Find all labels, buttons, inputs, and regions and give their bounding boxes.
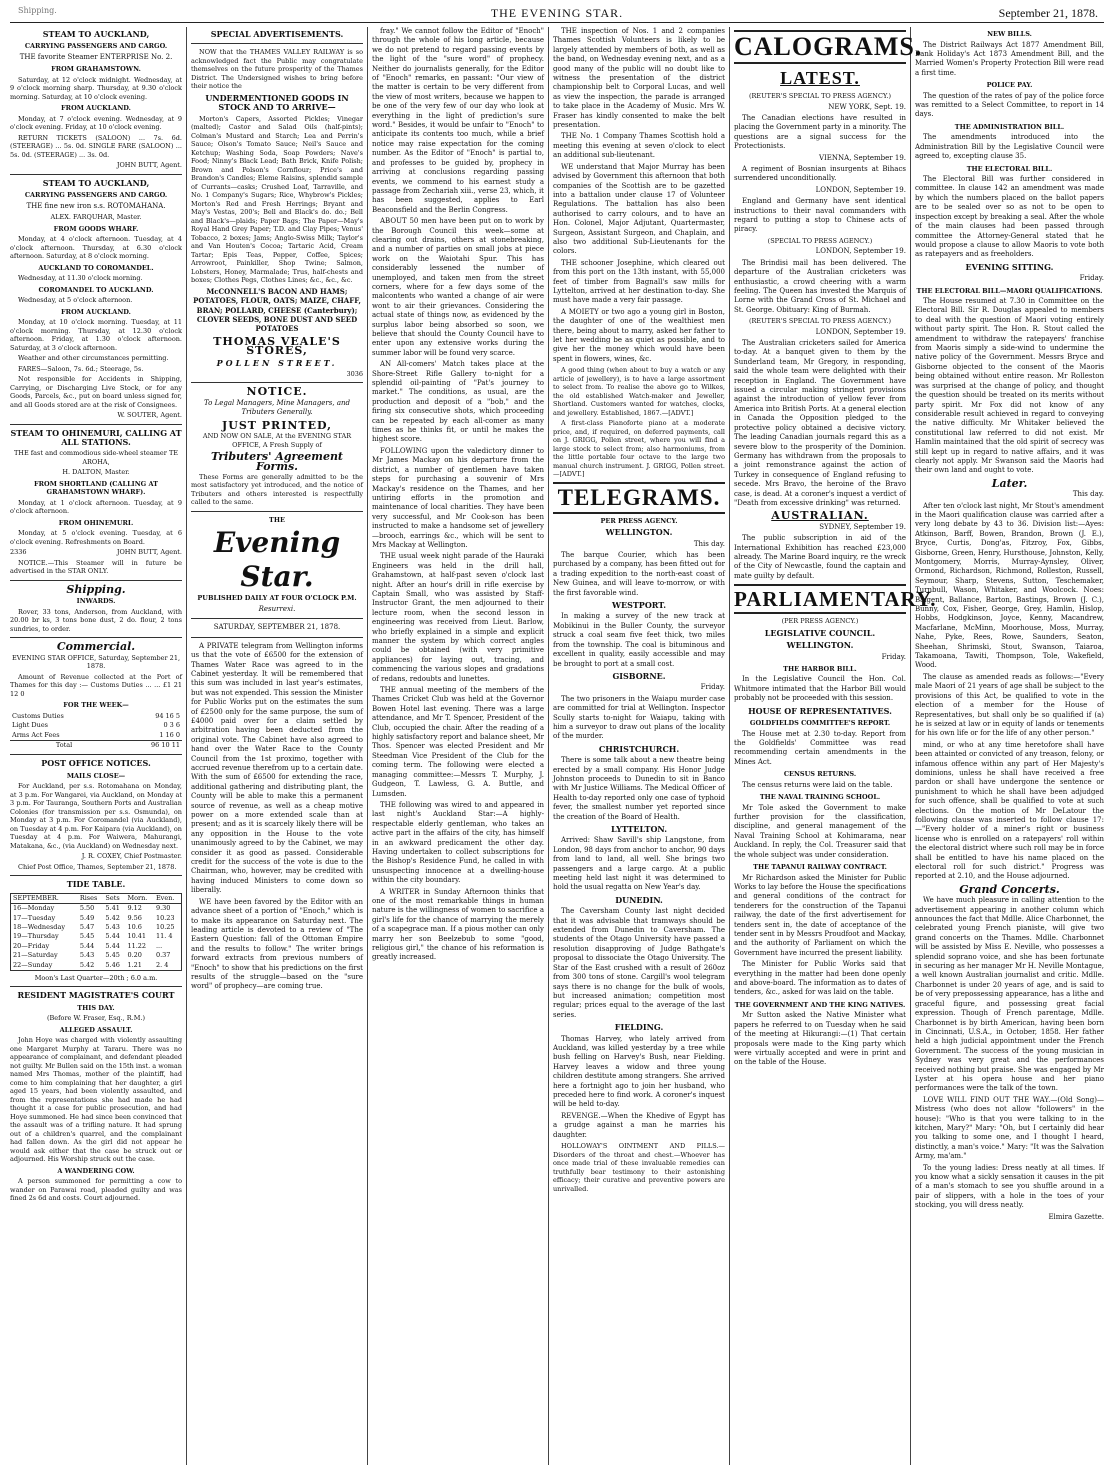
column-2 [191, 27, 363, 1467]
vienna-text: A regiment of Bosnian insurgents at Bihacs surrendered unconditionally. [734, 164, 906, 183]
column-3 [372, 27, 544, 1467]
the-label: THE [269, 515, 285, 524]
minister-text: The Minister for Public Works said that everything in the matter had been done openly and above-board. The information as to dates of tenders, &c., asked for was laid on the table. [734, 960, 906, 997]
admin-text: The amendments introduced into the Administration Bill by the Legislative Council were agreed to, excepting clause 35. [915, 133, 1104, 161]
goods-list: Morton's Capers, Assorted Pickles; Vinegar (malted); Castor and Salad Oils (half-pints); Colman's Mustard and Starch; Lea and Perrin's Sauce; Olson's Tomato Sauce; Neil's Sauce and Ketchup; Washing Soda, Soap Powders; Nave's Food; Ninny's Black Lead; Bath Brick, Knife Polish; Brown and Polson's Cornflour; Price's and Brandon's Candles; Eleme Raisins, splendid sample of Currants—casks; Crushed Loaf, Tarraville, and No. 1 Company's Sugars; Rice, Whybrow's Pickles; Morton's Red and Fresh Herrings; Bryant and May's Vestas, 200's; Bell and Black's do. do.; Bell and Black's—plaids; Paper Bags; The Paper—May's Royal Hand Grey Paper; T.D. and Clay Pipes; Venus' Tobacco, 2 boxes; Jams; Anglo-Swiss Milk; Taylor's and Van Houten's Cocoa; Tartaric Acid, Cream Tartar; Epis Teas, Pepper, Coffee, Spices; Arrowroot, Painkiller, Shop Twine; Salmon, Lobsters, Honey, Marmalade; Trus, half-chests and boxes; Clothes Pegs, Clothes Lines; &c., &c., &c. [191, 114, 363, 285]
veale-stores: THOMAS VEALE'S STORES, [213, 334, 341, 358]
issue-date: September 21, 1878. [998, 6, 1098, 20]
grand-concerts-text: We have much pleasure in calling attention to the advertisement appearing in another column which announces the fact that Mdlle. Alice Charbonnet, the celebrated young French pianiste, will give two grand concerts on the Thames. Mdlle. Charbonnet will be assisted by Miss E. Neville, who possesses a splendid soprano voice, and she has been fortunate in securing as her manager Mr H. Neville Montague, a well known Australian journalist and critic. Mdlle. Charbonnet is under 20 years of age, and is said to be of very prepossessing appearance, has a lithe and graceful figure, and possessing great facial expression. Though of French parentage, Mdlle. Charbonnet is by birth American, having been born in Cincinnati, U.S.A., in October, 1858. Her father held a high judicial appointment under the French Government. The success of the young musician in Sydney was very great and the performances received nothing but praise. She was engaged by Mr Lyster at his opera house and her piano performances were the talk of the town. [915, 896, 1104, 1093]
new-bills: NEW BILLS. [987, 30, 1032, 38]
tide-table [10, 893, 182, 971]
london3-dateline: LONDON, September 19. [815, 327, 906, 336]
advert-wilkes: A good thing (when about to buy a watch or any article of jewellery), is to have a large assortment to select from. To realise the above go to Wilkes, the old established Watch-maker and Jeweller, Shortland. Customers wanted for watches, clocks, and jewellery. Established, 1867.—[ADVT.] [553, 366, 725, 417]
from-shortland: FROM SHORTLAND (CALLING AT GRAHAMSTOWN WHARF). [34, 479, 158, 497]
wellington-text: The barque Courier, which has been purchased by a company, has been fitted out for a trading expedition to the north-east coast of New Guinea, and will leave to-morrow, or with the first favorable wind. [553, 551, 725, 597]
evening-sitting: EVENING SITTING. [965, 261, 1054, 272]
lyttelton-heading: LYTTELTON. [610, 824, 668, 834]
special-ads-heading: SPECIAL ADVERTISEMENTS. [210, 29, 344, 39]
published-line: PUBLISHED DAILY AT FOUR O'CLOCK P.M. [197, 594, 357, 603]
electoral-bill: THE ELECTORAL BILL. [966, 164, 1053, 173]
agent-1: JOHN BUTT, Agent. [116, 161, 182, 170]
schedule-4: Wednesday, at 11.30 o'clock morning. [18, 274, 143, 283]
schedule-7: Monday, at 1 o'clock afternoon. Tuesday, at 9 o'clock afternoon. [10, 498, 182, 516]
steam1-sub: CARRYING PASSENGERS AND CARGO. [24, 42, 168, 51]
london1-dateline: LONDON, September 19. [815, 185, 906, 194]
steam2-sub: CARRYING PASSENGERS AND CARGO. [24, 191, 168, 200]
westport-text: In making a survey of the new track at Mobikinui in the Buller County, the surveyor struck a coal seam five feet thick, two miles from the township. The coal is bituminous and excellent in quality, easily accessible and may be brought to port at a small cost. [553, 612, 725, 668]
article-4-1: THE inspection of Nos. 1 and 2 companies Thames Scottish Volunteers is likely to be largely attended by members of both, as well as the band, on Wednesday evening next, and as a good many of the public will no doubt like to witness the presentation of the district championship belt to Corporal Lucas, and well as view the inspection, the parade is arranged to take place in the Academy of Music. Mrs W. Fraser has kindly consented to make the belt presentation. [553, 27, 725, 130]
parliament-day: Friday. [881, 652, 906, 661]
ad1-heading: UNDERMENTIONED GOODS IN STOCK AND TO ARRIVE— [205, 92, 349, 113]
westport-heading: WESTPORT. [611, 600, 666, 611]
ad-number: 2336 [10, 548, 27, 557]
clause-text: The clause as amended reads as follows:—"Every male Maori of 21 years of age shall be subject to the provisions of this Act, be qualified to vote in the election of a member for the House of Representatives, but shall only be so qualified if (a) he is seized at law or in equity of lands or tenements for his own life or for the life of any other person." [915, 672, 1104, 738]
article-3-2: ABOUT 50 men have been put on to work by the Borough Council this week—some at clearing out drains, others at stonebreaking, and a number of parties on small jobs at piece work on the Waiotahi Spur. This has considerably lessened the number of unemployed, and taken men from the street corners, where for a few days some of the malcontents who wanted a change of air were wont to air their grievances. Considering the actual state of things now, as evidenced by the surplus labor being absorbed so soon, we believe that should the County Council have to enter upon any extensive works during the summer labor will be found very scarce. [372, 217, 544, 357]
from-auckland-2: FROM AUCKLAND. [61, 307, 131, 316]
table-row: Total 96 10 11 [10, 740, 182, 750]
column-rule [186, 27, 187, 1465]
table-row: Arms Act Fees 1 16 0 [12, 730, 180, 739]
notice-sub: To Legal Managers, Mine Managers, and Tributers Generally. [204, 398, 350, 417]
article-3-3: AN All-comers' Match takes place at the Shore-Street Rifle Gallery to-night for a splendid oil-painting of "Pat's journey to market." The conditions, as usual, are the production and deposit of a "bob," and the firing six consecutive shots, which proceeding can be repeated by each all-comer as many times as he thinks fit, or until he makes the highest score. [372, 360, 544, 444]
auckland-coromandel: AUCKLAND TO COROMANDEL. [38, 263, 154, 272]
article-4-2: THE No. 1 Company Thames Scottish hold a meeting this evening at seven o'clock to elect an additional sub-lieutenant. [553, 132, 725, 160]
table-row: Light Dues 0 3 6 [12, 721, 180, 730]
table-row: 16—Monday 5.50 5.41 9.12 9.30 [13, 904, 171, 913]
later-heading: Later. [991, 476, 1028, 490]
shipping-heading: Shipping. [66, 582, 126, 596]
australian-heading: AUSTRALIAN. [771, 509, 869, 523]
calograms-heading: CALOGRAMS. [734, 30, 906, 64]
revenge-text: REVENGE.—When the Khedive of Egypt has a grudge against a man he marries his daughter. [553, 1111, 725, 1139]
administration-bill: THE ADMINISTRATION BILL. [954, 122, 1065, 131]
commercial-text: Amount of Revenue collected at the Port of Thames for this day :— Customs Duties ... ... £1 21 12 0 [10, 672, 182, 698]
natives-text: Mr Sutton asked the Native Minister what papers he referred to on Tuesday when he said of the meeting at Hikurangi:—(1) That certain proposals were made to the King party which were virtually accepted and were in print and on the table of the House. [734, 1011, 906, 1067]
king-natives: THE GOVERNMENT AND THE KING NATIVES. [734, 1000, 906, 1009]
liability-note: Not responsible for Accidents in Shipping, Carrying, or Discharging Live Stock, or for any Goods, Parcels, &c., put on board unless signed for, and all Goods stored are at the risk of Consignees. [10, 375, 182, 409]
ad-number-2: 3036 [346, 369, 363, 378]
reuter-special-2: (REUTER'S SPECIAL TO PRESS AGENCY.) [748, 317, 892, 326]
ad1-intro: NOW that the THAMES VALLEY RAILWAY is so acknowledged fact the Public may congratulate themselves on the future prosperity of the Thames District. The Undersigned wishes to bring before their notice the [191, 48, 363, 91]
mails-text: For Auckland, per s.s. Rotomahana on Monday, at 3 p.m. For Wangarei, via Auckland, on Monday at 3 p.m. For Tauranga, Southern Ports and Australian Colonies (for transmission per s.s. Osmunda), on Monday at 3 p.m. For Coromandel (via Auckland), on Tuesday at 4 p.m. For Kaipara (via Auckland), on Tuesday at 4 p.m. For Waiwera, Mahurangi, Matakana, &c., (via Auckland) on Wednesday next. [10, 782, 182, 850]
editorial-2: WE have been favored by the Editor with an advance sheet of a portion of "Enoch," which is to make its appearance on Saturday next. The leading article is devoted to a review of "The Eastern Question: fall of the Ottoman Empire and the results to follow." The writer brings forward extracts from previous numbers of "Enoch" to show that his predictions on the first results of the struggle—based on the "sure word" of prophecy—are coming true. [191, 897, 363, 991]
from-ohinemuri: FROM OHINEMURI. [58, 518, 134, 527]
schedule-6: Monday, at 10 o'clock morning. Tuesday, at 11 o'clock morning. Thursday, at 12.30 o'clock afternoon. Friday, at 1.30 o'clock afternoon. Saturday, at 3 o'clock afternoon. [10, 318, 182, 352]
christchurch-text: There is some talk about a new theatre being erected by a small company. His Honor Judge Johnston proceeds to Dunedin to sit in Banco with Mr Justice Williams. The Medical Officer of Health to-day reported only one case of typhoid fever, the smallest number yet reported since the creation of the Board of Health. [553, 756, 725, 821]
table-row: 19—Thursday 5.45 5.44 10.41 11. 4 [13, 932, 173, 941]
telegrams-heading: TELEGRAMS. [553, 482, 725, 514]
harbor-bill: THE HARBOR BILL. [783, 664, 857, 673]
table-row: 21—Saturday 5.43 5.45 0.20 0.37 [13, 951, 171, 960]
wandering-cow: A WANDERING COW. [57, 1166, 135, 1175]
schedule-2: Monday, at 7 o'clock evening. Wednesday, at 9 o'clock evening. Friday, at 10 o'clock evening. [10, 114, 182, 132]
editorial-date: SATURDAY, SEPTEMBER 21, 1878. [213, 623, 341, 632]
steam2-title: STEAM TO AUCKLAND, [42, 177, 150, 188]
commercial-office: EVENING STAR OFFICE, Saturday, September 21, 1878. [11, 653, 181, 671]
column-rule [367, 27, 368, 1465]
master2: ALEX. FARQUHAR, Master. [50, 213, 142, 222]
just-printed: JUST PRINTED, [222, 418, 332, 432]
fashion-text: To the young ladies: Dress neatly at all times. If you know what a sickly sensation it causes in the pit of a man's stomach to see you shuffle around in a pair of slippers, with a hole in the toes of your stocking, you will dress neatly. [915, 1163, 1104, 1210]
christchurch-heading: CHRISTCHURCH. [598, 743, 680, 754]
article-3-4: FOLLOWING upon the valedictory dinner to Mr James Mackay on his departure from the district, a number of gentlemen have taken steps for purchasing a souvenir of Mrs Mackay's residence on the Thames, and her untiring efforts in the promotion and maintenance of local charities. They have been very successful, and Mr Cook-son has been instructed to make a handsome set of jewellery—brooch, earrings &c., which will be sent to Mrs Mackay at Wellington. [372, 446, 544, 549]
column-1 [10, 27, 182, 1467]
commercial-heading: Commercial. [56, 640, 136, 654]
inwards-heading: INWARDS. [76, 597, 116, 606]
steam1-title: STEAM TO AUCKLAND, [42, 29, 150, 39]
from-grahamstown: FROM GRAHAMSTOWN. [51, 65, 141, 74]
column-5 [734, 27, 937, 1467]
schedule-8: Monday, at 5 o'clock evening. Tuesday, at 6 o'clock evening. Refreshments on Board. [10, 529, 182, 546]
wellington-heading: WELLINGTON. [605, 527, 673, 538]
table-row: 20—Friday 5.44 5.44 11.22 ... [13, 941, 163, 950]
tapanui-text: Mr Richardson asked the Minister for Public Works to lay before the House the specifications and general conditions of the contract for tenderers for the construction of the Tapanui railway, the date of the first advertisement for tenders sent in, the date of acceptance of the tender sent in by Messrs Proudfoot and Mackay, and the authority of Parliament on which the Government have incurred the present liability. [734, 873, 906, 957]
alleged-assault: ALLEGED ASSAULT. [59, 1025, 133, 1034]
article-4-5: A MOIETY or two ago a young girl in Boston, the daughter of one of the wealthiest men there, being about to marry, asked her father to let her wedding be as quiet as possible, and to give her the money which would have been spent in flowers, wines, &c. [553, 307, 725, 363]
this-day: THIS DAY. [77, 1003, 115, 1012]
latest-heading: LATEST. [780, 68, 860, 88]
sitting-text: The House resumed at 7.30 in Committee on the Electoral Bill. Sir R. Douglas appealed to members to deal with the question of Maori voting entirely without party spirit. The Hon. R. Stout called the amendment to withdraw the ratepayers' franchise from Maoris simply a side-wind to undermine the native policy of the Government. Messrs Bryce and Gisborne objected to the consent of the Maoris being obtained without entire reason. Mr Rolleston was surprised at the change of policy, and thought the question should be treated on its merits without party spirit. Mr Fox did not know of any considerable result achieved in regard to conveying the native difficulty. Mr Whitaker believed the constitutional law referred to did not exist. Mr Hamlin maintained that the old spirit of secrecy was still kept up in regard to native affairs, and it was clearly not apply. Mr Swanson said the Maoris had their own land and ought to vote. [915, 297, 1104, 475]
grand-concerts-heading: Grand Concerts. [959, 882, 1060, 896]
article-3-1: fray." We cannot follow the Editor of "Enoch" through the whole of his long article, because we do not pretend to regard passing events by the light of the "sure word" of prophecy. Neither do journalists generally, for the Editor of "Enoch" remarks, en passant: "Our view of the matter is certain to be very different from the view of most writers, because we happen to be one of the very few of our day who look at everything in the light of prediction's sure word." Besides, it would be unfair to "Enoch" to anticipate its contents too much, while a brief notice may raise expectation for the coming number. As the Editor of "Enoch" is partial to, and professes to be guided by, prophecy in arriving at conclusions regarding passing events, we commend to his earnest study a passage from Zechariah xiii., verse 23, which, it has been suggested, applies to Earl Beaconsfield and the Berlin Congress. [372, 27, 544, 214]
motto: Resurrexi. [258, 604, 296, 613]
per-press-agency: PER PRESS AGENCY. [600, 516, 678, 525]
fares-2: FARES—Saloon, 7s. 6d.; Steerage, 5s. [18, 364, 144, 373]
table-header-row: SEPTEMBER. Rises Sets Morn. Even. [11, 893, 182, 903]
harbor-text: In the Legislative Council the Hon. Col. Whitmore intimated that the Harbor Bill would probably not be proceeded with this session. [734, 675, 906, 703]
reuter-special: (REUTER'S SPECIAL TO PRESS AGENCY.) [748, 92, 892, 100]
love-finds-way: LOVE WILL FIND OUT THE WAY.—(Old Song)—Mistress (who does not allow "followers" in the house): "Who is that you were talking to in the kitchen, Mary?" Mary: "Oh, but I certainly did hear you talking to some one, and I thought I heard, distinctly, a man's voice." Mary: "It was the Salvation Army, ma'am." [915, 1095, 1104, 1161]
wellington-day: This day. [693, 539, 725, 548]
schedule-1: Saturday, at 12 o'clock midnight. Wednesday, at 9 o'clock morning sharp. Thursday, at 9.30 o'clock morning. Saturday, at 10 o'clock evening. [10, 75, 182, 101]
coromandel-auckland: COROMANDEL TO AUCKLAND. [38, 285, 154, 294]
fares: RETURN TICKETS (SALOON) ... 7s. 6d. (STEERAGE) ... 5s. 0d. SINGLE FARE (SALOON) ... 5s. 0d. (STEERAGE) ... 3s. 0d. [10, 133, 182, 159]
police-pay: POLICE PAY. [986, 81, 1033, 90]
dunedin-heading: DUNEDIN. [615, 894, 663, 905]
article-4-3: WE understand that Major Murray has been advised by Government this afternoon that both companies of the Scottish are to be gazetted into a battalion under clause 17 of Volunteer Regulations. The battalion has also been authorised to carry colours, and to have an Hon. Colonel, Major Adjutant, Quartermaster, Surgeon, Assistant Surgeon, and Chaplain, and also two additional Sub-Lieutenants for the colors. [553, 162, 725, 256]
column-4 [553, 27, 725, 1467]
column-rule [729, 27, 730, 1465]
sydney-dateline: SYDNEY, September 19. [819, 522, 906, 531]
advert-grigg: A first-class Pianoforte piano at a moderate price, and, if required, on deferred payments, call on J. GRIGG, Pollen street, where you will find a large stock to select from; also harmoniums, from the little portable four octave to the large two manual church instrument. J. GRIGG, Pollen street.—[ADVT.] [553, 419, 725, 479]
column-6 [915, 27, 1104, 1467]
london2-text: The Brindisi mail has been delivered. The departure of the Australian cricketers was enthusiastic, a crowd cheering with a warm feeling. The Queen has invested the Marquis of Lorne with the Grand Cross of St. Michael and St. George. Obituary: King of Burmah. [734, 258, 906, 314]
parliament-agency: (PER PRESS AGENCY.) [781, 617, 859, 626]
ny-dateline: NEW YORK, Sept. 19. [828, 102, 906, 111]
mails-close: MAILS CLOSE— [66, 771, 126, 780]
maori-qualifications: THE ELECTORAL BILL—MAORI QUALIFICATIONS. [916, 286, 1103, 295]
weather-note: Weather and other circumstances permitting. [18, 354, 169, 363]
article-3-5: THE usual week night parade of the Hauraki Engineers was held in the drill hall, Grahamstown, at half-past seven o'clock last night. After an hour's drill in rifle exercise by Captain Small, who was assisted by Staff-Instructor Grant, the men adjourned to their lecture room, when the second lesson in engineering was received from Lieut. Barlow, who briefly explained in a simple and explicit manner the system by which correct angles could be obtained (with very primitive appliances) for laying out, tracing, and commencing the various slopes and gradations of redans, redoubts and lunettes. [372, 552, 544, 683]
schedule-5: Wednesday, at 5 o'clock afternoon. [18, 296, 133, 305]
paper-nameplate: Evening Star. [213, 526, 341, 594]
police-text: The question of the rates of pay of the police force was remitted to a Select Committee, to report in 14 days. [915, 91, 1104, 119]
vienna-dateline: VIENNA, September 19. [818, 153, 906, 162]
table-row: 17—Tuesday 5.49 5.42 9.56 10.23 [13, 913, 175, 922]
from-auckland: FROM AUCKLAND. [61, 104, 131, 113]
sitting-day: Friday. [1079, 274, 1104, 283]
gisborne-heading: GISBORNE. [612, 670, 666, 681]
sydney-text: The public subscription in aid of the International Exhibition has reached £23,000 already. The Marine Board inquiry, re the wreck of the City of Newcastle, found the captain and mate guilty by default. [734, 534, 906, 580]
goldfields-text: The House met at 2.30 to-day. Report from the Goldfields' Committee was read recommending certain amendments in the Mines Act. [734, 729, 906, 766]
post-office-heading: POST OFFICE NOTICES. [41, 758, 151, 769]
london2-dateline: LONDON, September 19. [815, 247, 906, 256]
holloway-advert: HOLLOWAY'S OINTMENT AND PILLS.—Disorders of the throat and chest.—Whoever has once made trial of these invaluable remedies can truthfully bear testimony to their astonishing efficacy; their curative and preventive powers are unrivalled. [553, 1142, 725, 1193]
table-row: 18—Wednesday 5.47 5.43 10.6 10.25 [13, 922, 175, 931]
steamer1: THE favorite Steamer ENTERPRISE No. 2. [19, 52, 173, 61]
ohinemuri-master: H. DALTON, Master. [62, 468, 130, 477]
lyttelton-text: Arrived: Shaw Savill's ship Langstone, from London, 98 days from anchor to anchor, 90 days from land to land, all well. She brings two passengers and a large cargo. At a public meeting held last night it was determined to hold the usual regatta on New Year's day. [553, 836, 725, 892]
dunedin-text: The Caversham County last night decided that it was advisable that tramways should be extended from Dunedin to Caversham. The students of the Otago University have passed a resolution disapproving of Judge Bathgate's proposal to dissociate the Otago University. The Star of the East crushed with a result of 260oz from 300 tons of stone. Cargill's wool telegram says there is no change for the bulk of wools, but increased animation; competition most regular; prices equal to the average of the last series. [553, 907, 725, 1019]
rm-text: John Hoye was charged with violently assaulting one Margaret Murphy at Tararu. There was no appearance of complainant, and defendant pleaded not guilty. Mr Bullen said on the 15th inst. a woman named Mrs Thomas, mother of the plaintiff, had come to him complaining that her daughter, a girl aged 15 years, had been violently assaulted, and from the representations she had made he had thought it a case for public prosecution, and had Hoye summoned. He had since been convinced that the assault was of a trifling nature. It had sprung out of a children's quarrel, and the complainant had fallen down. As the girl did not appear he would ask either that the case be struck out or adjourned. His Worship struck out the case. [10, 1036, 182, 1164]
census-returns: CENSUS RETURNS. [783, 770, 857, 779]
london1-text: England and Germany have sent identical instructions to their naval commanders with regard to putting a stop to Chinese acts of piracy. [734, 197, 906, 234]
schedule-3: Monday, at 4 o'clock afternoon. Tuesday, at 4 o'clock afternoon. Thursday, at 6.30 o'clock afternoon. Saturday, at 8 o'clock morning. [10, 235, 182, 261]
rm-court-heading: RESIDENT MAGISTRATE'S COURT [17, 990, 175, 1001]
electoral-text: The Electoral Bill was further considered in committee. In clause 142 an amendment was made by which the numbers placed on the ballot papers are to be sealed over so as not to be open to inspection except by breaking a seal. After the whole of the main clauses had been passed through committee the Attorney-General stated that he would propose a clause to allow Maoris to vote both as ratepayers and as freeholders. [915, 175, 1104, 259]
bills-text: The District Railways Act 1877 Amendment Bill, Bank Holiday's Act 1873 Amendment Bill, and the Married Women's Property Protection Bill were read a first time. [915, 40, 1104, 77]
leg-council-heading: LEGISLATIVE COUNCIL. [764, 627, 876, 638]
later-text: After ten o'clock last night, Mr Stout's amendment in the Maori qualification clause was carried after a very long debate by 43 to 36. Division list:—Ayes: Atkinson, Barff, Bowen, Brandon, Brown (J. E.), Bryce, Curtis, Dong'as, Fitzroy, Fox, Gibbs, Gisborne, Green, Henry, Hursthouse, Johnston, Kelly, Montgomery, Morris, Murray-Aynsley, Oliver, Ormond, Richardson, Richmond, Rolleston, Russell, Seymour, Sharp, Stevens, Sutton, Teschemaker, Turnbull, Wason, Whitaker, and Woolcock. Noes: Baigent, Ballance, Barton, Bastings, Brown (J. C.), Bunny, Cox, Fisher, George, Grey, Hamlin, Hislop, Hobbs, Hodgkinson, Joyce, Kenny, Macandrew, Macfarlane, McMinn, Moorhouse, Moss, Murray, Nahe, Pyke, Rees, Rowe, Saunders, Seaton, Sheehan, Shrimski, Stout, Swanson, Taiaroa, Takamoana, Tawiti, Thompson, Tole, Wakefield, Wood. [915, 501, 1104, 670]
ohinemuri-title: STEAM TO OHINEMURI, CALLING AT ALL STATIONS. [10, 427, 182, 448]
fashion-source: Elmira Gazette. [1048, 1212, 1104, 1221]
agent-3: JOHN BUTT, Agent. [116, 548, 182, 557]
goldfields-report: GOLDFIELDS COMMITTEE'S REPORT. [749, 719, 891, 728]
column-rule [910, 27, 911, 1465]
masthead-left-stamp: Shipping. [18, 6, 57, 15]
newspaper-title: THE EVENING STAR. [490, 6, 624, 20]
masthead [10, 6, 1104, 23]
ohinemuri-ship: THE fast and commodious side-wheel steamer TE AROHA, [13, 449, 179, 466]
article-3-8: A WRITER in Sunday Afternoon thinks that one of the most remarkable things in human nature is the willingness of women to sacrifice a girl's life for the chance of marrying the merely of a scapegrace man. If a pious mother can only marry her son Beelzebub to some "good, religious girl," the chance of his reformation is greatly increased. [372, 887, 544, 962]
tide-table-heading: TIDE TABLE. [66, 879, 126, 890]
gisborne-text: The two prisoners in the Waiapu murder case are committed for trial at Wellington. Inspector Scully starts to-night for Waiapu, taking with him a surveyor to draw out plans of the locality of the murder. [553, 694, 725, 741]
postmaster: J. R. COXEY, Chief Postmaster. [81, 852, 182, 861]
tapanui-contract: THE TAPANUI RAILWAY CONTRACT. [753, 863, 887, 871]
fielding-text: Thomas Harvey, who lately arrived from Auckland, was killed yesterday by a tree while bush felling on Harvey's Bush, near Fielding. Harvey leaves a widow and three young children destitute among strangers. She arrived here a fortnight ago to join her husband, who preceded here to find work. A coroner's inquest will be held to-day. [553, 1034, 725, 1109]
special-press: (SPECIAL TO PRESS AGENCY.) [767, 236, 873, 245]
notice-heading: NOTICE. [246, 385, 308, 399]
tributers-forms: Tributers' Agreement Forms. [210, 450, 344, 473]
from-goods-wharf: FROM GOODS WHARF. [53, 224, 139, 233]
moon-phase: Moon's Last Quarter—20th ; 6.0 a.m. [34, 973, 158, 982]
fielding-heading: FIELDING. [614, 1022, 664, 1033]
table-row: 22—Sunday 5.42 5.46 1.21 2. 4 [13, 960, 169, 969]
article-3-7: THE following was wired to and appeared in last night's Auckland Star:—A highly-respectable elderly gentleman, who takes an active part in the affairs of the city, has himself in an awkward predicament the other day. Having undertaken to collect subscriptions for the Bishop's Residence Fund, he called in with unsuspecting innocence at a dwelling-house within the city boundary. [372, 800, 544, 885]
on-sale: AND NOW ON SALE, At the EVENING STAR OFFICE, A Fresh Supply of [202, 432, 352, 449]
steamer2: THE fine new iron s.s. ROTOMAHANA. [26, 201, 166, 210]
before-magistrate: (Before W. Fraser, Esq., R.M.) [46, 1014, 146, 1023]
pollen-street: POLLEN STREET. [216, 357, 338, 368]
agent-2: W. SOUTER, Agent. [117, 411, 182, 420]
article-3-6: THE annual meeting of the members of the Thames Cricket Club was held at the Governor Bowen Hotel last evening. There was a large attendance, and Mr T. Spencer, President of the Club, occupied the chair. After the reading of a highly satisfactory report and balance sheet, Mr Thos. Spencer was elected President and Mr Steedman Vice President of the Club for the coming term. The following were elected a managing committee:—Messrs T. Murphy, J. Gudgeon, T. Lawless, G. A. Buttle, and Lumsden. [372, 686, 544, 798]
tributers-text: These Forms are generally admitted to be the most satisfactory yet introduced, and the notice of Tributers and others interested is respectfully called to the same. [191, 472, 363, 507]
for-the-week: FOR THE WEEK— [63, 701, 129, 710]
table-row: Customs Duties 94 16 5 [12, 711, 180, 720]
inwards-text: Rover, 33 tons, Anderson, from Auckland, with 20.00 br ks, 3 tons bone dust, 2 do. flour, 2 tons sundries, to order. [10, 607, 182, 633]
later-day: This day. [1072, 490, 1104, 499]
clause-continuation: mind, or who at any time heretofore shall have been attainted or convicted of any treason, felony, or infamous offence within any part of Her Majesty's dominions, unless he shall have received a free pardon or shall have undergone the sentence or punishment to which he shall have been adjudged for such offence, shall be qualified to vote at such elections. On the motion of Mr DeLatour the following clause was inserted to follow clause 17:—"Every holder of a miner's right or business license who is enrolled on a ratepayers' roll within the electoral district where such roll may be in force shall be entitled to have his name placed on the electoral roll for such district." Progress was reported at 2.10, and the House adjourned. [915, 740, 1104, 881]
editorial-1: A PRIVATE telegram from Wellington informs us that the vote of £6500 for the extension of Thames Water Race was agreed to in the Cabinet yesterday. It will be remembered that this sum was included in last year's estimates, but was not expended. This session the Minister for Public Works put on the estimates the sum of £2500 only for the same purpose, the sum of £4000 paid over for a claim settled by arbitration having been deducted from the original vote. The Cabinet have also agreed to hand over the Water Race to the County Council from the 1st proximo, together with accrued revenue therefrom up to a certain date. With the sum of £6500 for extending the race, additional gathering and distributing plant, the County will be able to make this a permanent source of revenue, as well as a cheap motive power on a more extended scale than at present; and as it is scarcely likely there will be any opposition in the House to the vote unanimously agreed to by the Cabinet, we may consider it as good as passed. Considerable credit for the success of the vote is due to the Chairman, who, however, may be credited with having induced Ministers to come down so liberally. [191, 641, 363, 895]
mcconnell-list: McCONNELL'S BACON AND HAMS; POTATOES, FLOUR, OATS; MAIZE, CHAFF, BRAN; POLLARD, CHEESE (Canterbury); CLOVER SEEDS, BONE DUST AND SEED POTATOES [193, 286, 361, 334]
post-office-date: Chief Post Office, Thames, September 21, 1878. [18, 862, 177, 871]
census-text: The census returns were laid on the table. [742, 780, 893, 789]
revenue-table [10, 712, 182, 751]
gisborne-day: Friday. [700, 683, 725, 692]
column-rule [548, 27, 549, 1465]
london3-text: The Australian cricketers sailed for America to-day. At a banquet given to them by the Sunderland team, Mr Gregory, in responding, said the whole team were delighted with their reception in England. The Government have issued a circular making stringent provisions against the introduction of yellow fever from America into British Ports. At a general election in Canada the Opposition pledged to the protective policy obtained a decisive victory. The leading Canadian journals regard this as a severe blow to the prosperity of the Dominion. Germany has withdrawn from the proposals to a joint remonstrance against the action of Turkey in consequence of England refusing to secede. Mrs Bravo, the heroine of the Bravo case, is dead. At a coroner's inquest a verdict of "Death from excessive drinking" was returned. [734, 339, 906, 507]
house-heading: HOUSE OF REPRESENTATIVES. [748, 705, 892, 716]
ny-text: The Canadian elections have resulted in placing the Government party in a minority. The questions are a signal success for the Protectionists. [734, 113, 906, 151]
article-4-4: THE schooner Josephine, which cleared out from this port on the 13th instant, with 55,000 feet of timber from Bagnall's saw mills for Lyttelton, arrived at her destination to-day. She must have made a very fair passage. [553, 258, 725, 305]
parliamentary-heading: PARLIAMENTARY. [734, 584, 906, 614]
naval-text: Mr Tole asked the Government to make further provision for the classification, discipline, and general management of the Naval Training School at Kohimarama, near Auckland. In reply, the Col. Treasurer said that the whole subject was under consideration. [734, 803, 906, 859]
star-only-notice: NOTICE.—This Steamer will in future be advertised in the STAR ONLY. [10, 558, 182, 576]
naval-school: THE NAVAL TRAINING SCHOOL. [759, 793, 881, 802]
cow-text: A person summoned for permitting a cow to wander on Parawai road, pleaded guilty and was fined 2s 6d and costs. Court adjourned. [10, 1177, 182, 1203]
parliament-wellington: WELLINGTON. [786, 640, 854, 651]
